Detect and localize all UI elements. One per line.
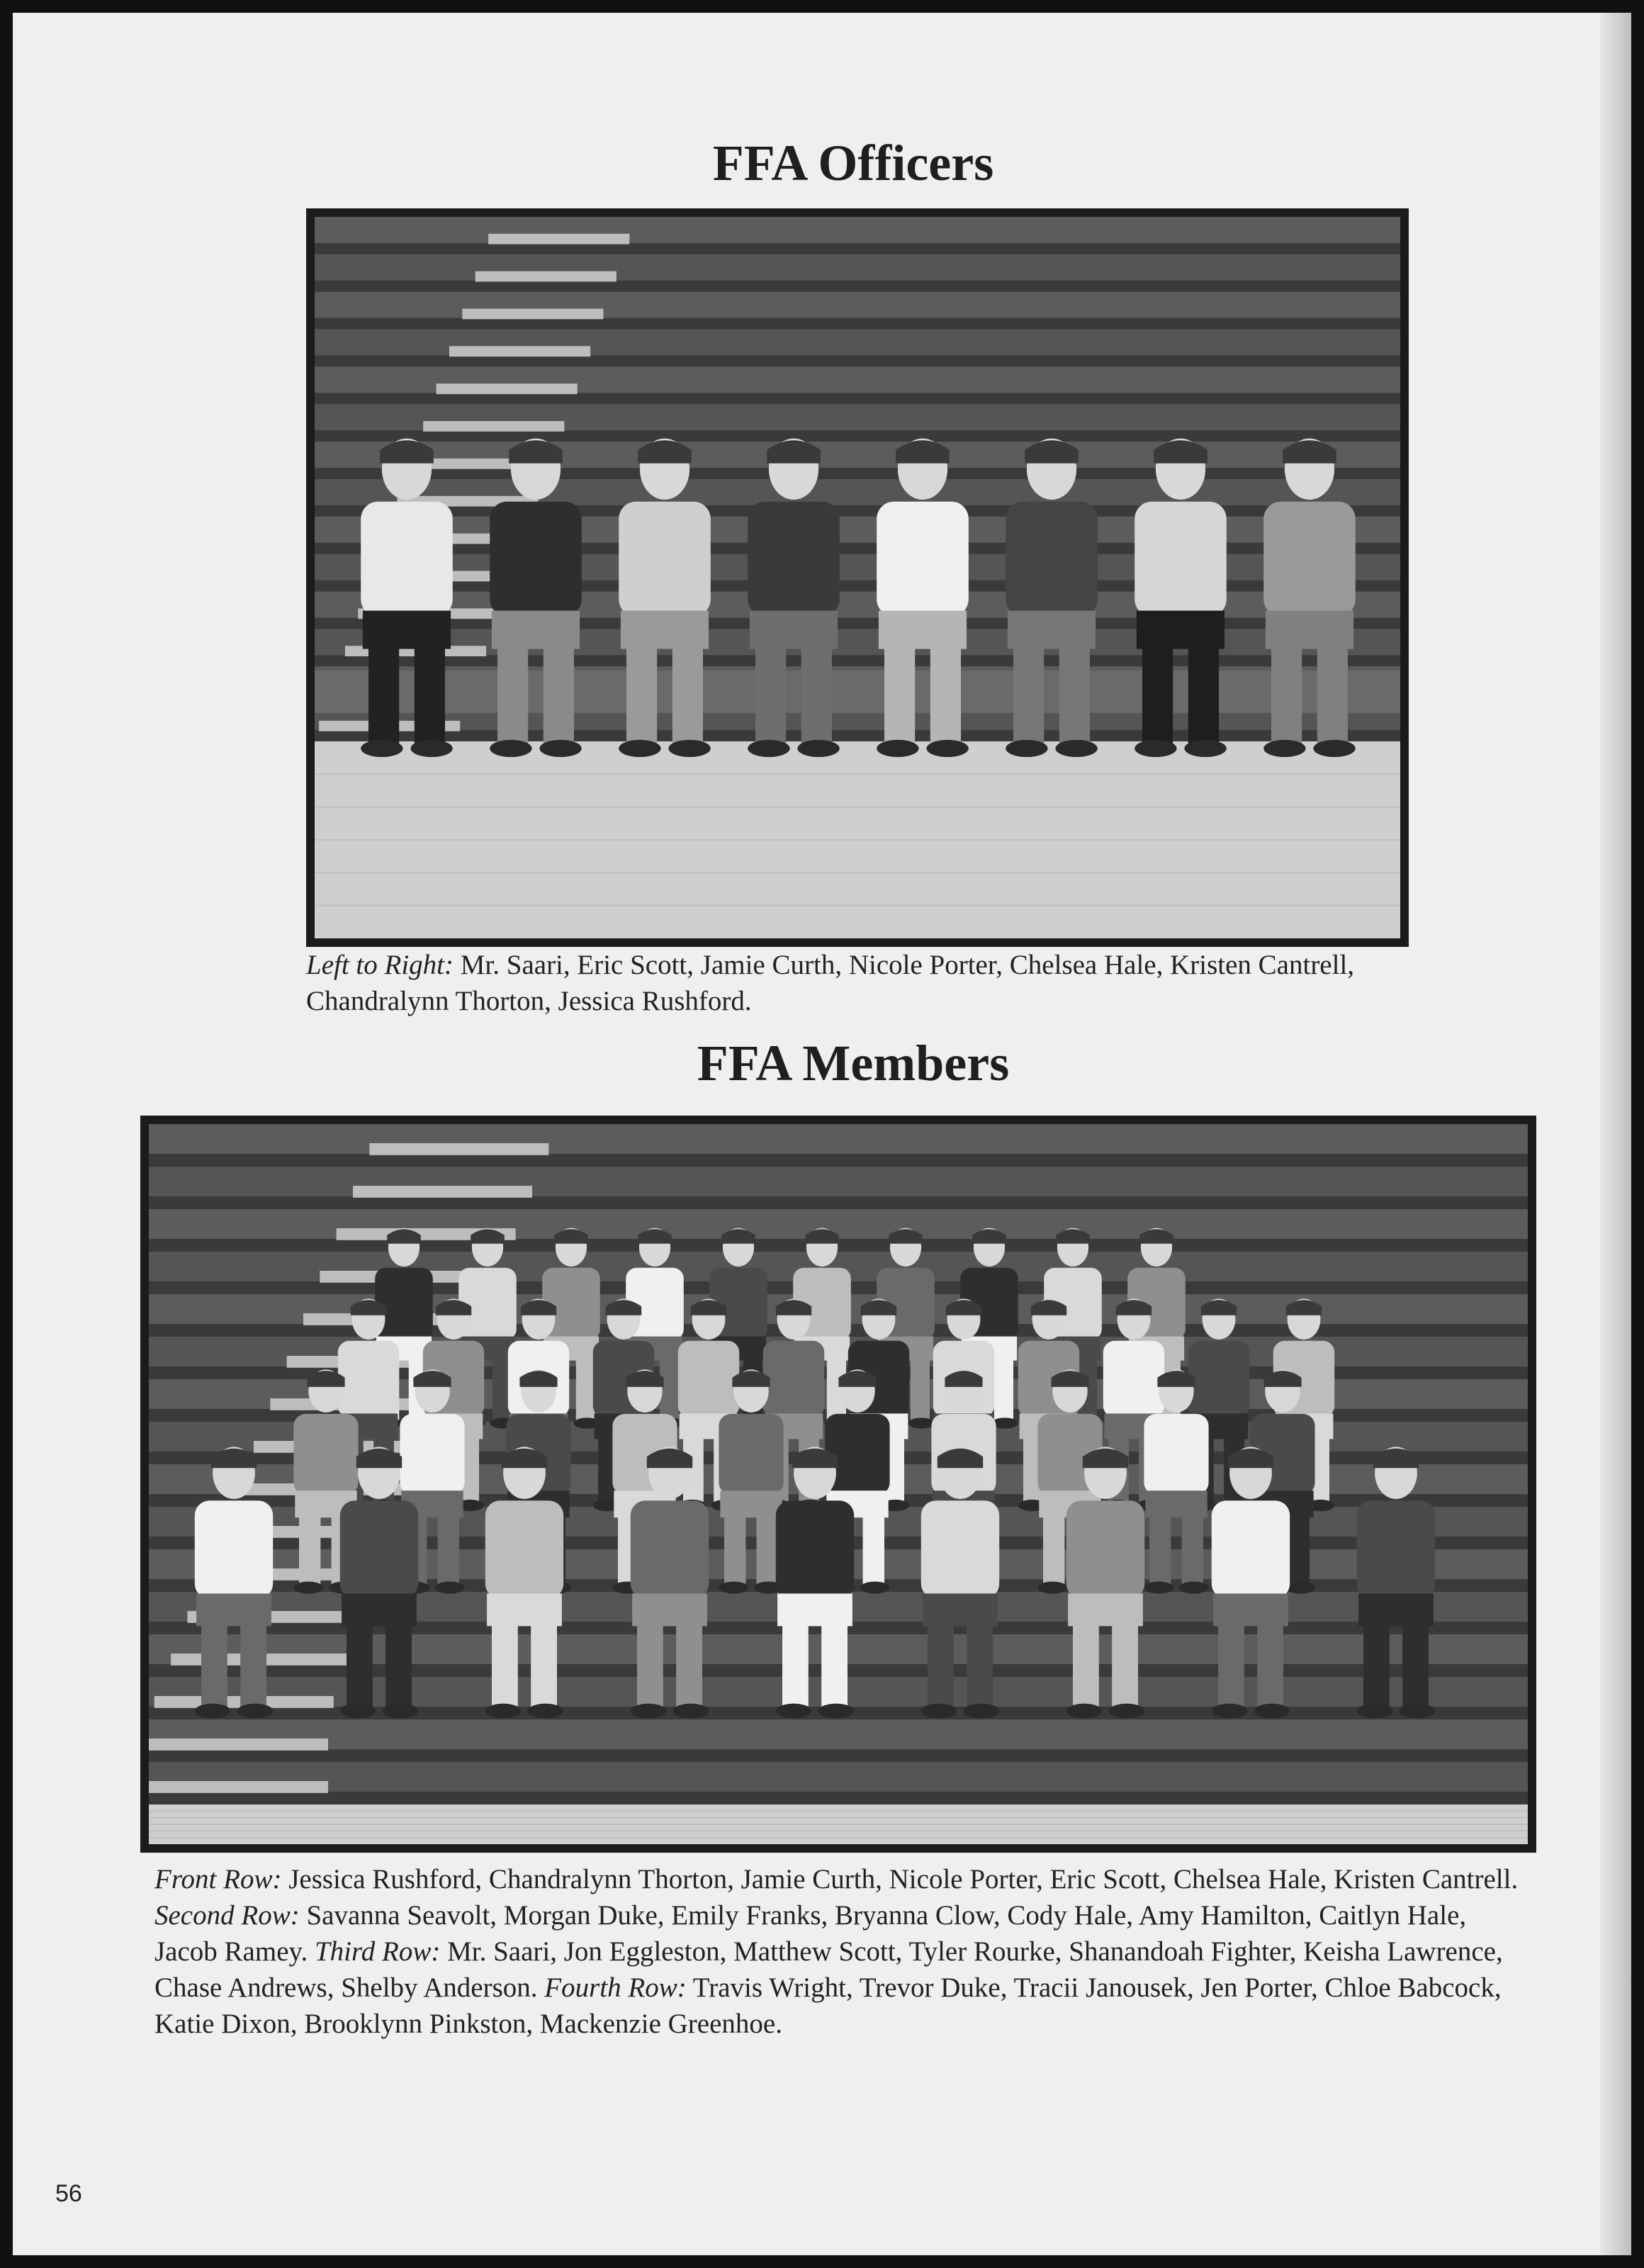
bleacher-step-shadow — [315, 430, 1400, 442]
person-shoe — [908, 1418, 934, 1428]
person-leg-left — [724, 1511, 745, 1585]
stair-step-highlight — [462, 309, 603, 320]
person-shirt — [293, 1414, 358, 1495]
person-shoe — [1212, 1704, 1248, 1719]
person-shirt — [825, 1414, 889, 1495]
person-shoe — [964, 1704, 1000, 1719]
person-shirt — [340, 1500, 418, 1598]
person-leg-right — [240, 1618, 266, 1708]
fourth-row-names: Travis Wright, Trevor Duke, Tracii Janousek, Jen Porter, Chloe Babcock, Katie Dixon, Brooklynn Pinkston, Mackenzie Greenhoe. — [154, 1972, 1502, 2039]
front-row-label: Front Row: — [154, 1864, 282, 1894]
person-leg-right — [757, 1511, 778, 1585]
stair-step-highlight — [475, 271, 616, 282]
person-shirt — [375, 1268, 433, 1340]
person-leg-left — [928, 1618, 954, 1708]
person-shirt — [1263, 502, 1356, 617]
person-leg-left — [637, 1618, 663, 1708]
page-number: 56 — [55, 2180, 82, 2207]
bleacher-step-shadow — [315, 281, 1400, 292]
person-shoe — [539, 740, 581, 757]
person-shoe — [1313, 740, 1355, 757]
person-shoe — [410, 740, 452, 757]
bleacher-step-shadow — [315, 543, 1400, 554]
stair-step-highlight — [149, 1781, 328, 1793]
third-row-label: Third Row: — [314, 1936, 441, 1967]
members-heading: FFA Members — [697, 1035, 1010, 1091]
person-shoe — [877, 740, 918, 757]
person-shoe — [435, 1581, 465, 1593]
bleacher-step-shadow — [149, 1749, 1528, 1762]
person-leg-right — [672, 639, 703, 745]
person-leg-right — [1112, 1618, 1138, 1708]
person-shoe — [1263, 740, 1305, 757]
person-leg-right — [660, 1354, 679, 1421]
person-shoe — [818, 1704, 855, 1719]
person-leg-right — [911, 1354, 930, 1421]
person-shoe — [719, 1581, 748, 1593]
members-caption — [154, 1861, 1529, 2042]
members-group-photo — [140, 1116, 1536, 1853]
person-leg-left — [497, 639, 528, 745]
person-leg-left — [884, 639, 915, 745]
bleacher-step-shadow — [315, 618, 1400, 629]
person-shirt — [877, 502, 969, 617]
officers-caption — [306, 947, 1409, 1019]
person-shoe — [293, 1581, 323, 1593]
page-spine-shadow — [1600, 13, 1631, 2255]
officers-photo-image — [315, 217, 1400, 938]
person-shoe — [1135, 740, 1176, 757]
person-shoe — [340, 1704, 376, 1719]
bleacher-step-shadow — [315, 468, 1400, 479]
bleacher-riser — [149, 1719, 1528, 1749]
person-leg-right — [821, 1618, 848, 1708]
person-leg-right — [1059, 639, 1090, 745]
person-leg-right — [1257, 1618, 1283, 1708]
person-shirt — [195, 1500, 273, 1598]
person-shirt — [1006, 502, 1098, 617]
fourth-row-label: Fourth Row: — [544, 1972, 687, 2003]
person-shoe — [926, 740, 968, 757]
bleacher-step-shadow — [315, 243, 1400, 254]
person-shirt — [361, 502, 453, 617]
person-shoe — [776, 1704, 812, 1719]
stair-step-highlight — [488, 234, 629, 245]
officers-group-photo — [306, 208, 1409, 947]
person-leg-right — [531, 1618, 557, 1708]
person-leg-left — [492, 1618, 518, 1708]
person-leg-left — [299, 1511, 320, 1585]
person-leg-right — [930, 639, 961, 745]
person-shirt — [631, 1500, 709, 1598]
person-leg-left — [1073, 1618, 1099, 1708]
person-shoe — [668, 740, 710, 757]
stair-step-highlight — [369, 1143, 548, 1155]
person-shoe — [528, 1704, 564, 1719]
person-leg-left — [1271, 639, 1302, 745]
second-row-names: Savanna Seavolt, Morgan Duke, Emily Franks, Bryanna Clow, Cody Hale, Amy Hamilton, Caitlyn Hale, Jacob Ramey. — [154, 1900, 1467, 1967]
person-shoe — [1037, 1581, 1067, 1593]
person-shirt — [1188, 1341, 1249, 1418]
bleacher-riser — [315, 217, 1400, 243]
bleacher-step-shadow — [315, 505, 1400, 517]
person-shoe — [1144, 1581, 1173, 1593]
person-leg-right — [544, 639, 574, 745]
person-leg-left — [1218, 1618, 1244, 1708]
person-leg-right — [967, 1618, 993, 1708]
person-shirt — [776, 1500, 854, 1598]
stair-step-highlight — [423, 421, 564, 432]
bleacher-step-shadow — [149, 1154, 1528, 1167]
person-shoe — [1055, 740, 1097, 757]
person-shoe — [631, 1704, 667, 1719]
person-shoe — [383, 1704, 419, 1719]
bleacher-step-shadow — [315, 730, 1400, 741]
person-leg-left — [368, 639, 399, 745]
officers-heading: FFA Officers — [712, 135, 994, 191]
person-shirt — [719, 1414, 783, 1495]
person-leg-left — [1043, 1511, 1064, 1585]
person-leg-left — [201, 1618, 227, 1708]
person-shoe — [921, 1704, 957, 1719]
person-shirt — [619, 502, 711, 617]
person-leg-left — [1142, 639, 1173, 745]
person-leg-left — [626, 639, 657, 745]
person-shoe — [490, 740, 531, 757]
person-shoe — [797, 740, 839, 757]
person-leg-left — [1013, 639, 1044, 745]
person-leg-right — [438, 1511, 459, 1585]
bleacher-riser — [149, 1124, 1528, 1154]
officers-caption-names: Mr. Saari, Eric Scott, Jamie Curth, Nicole Porter, Chelsea Hale, Kristen Cantrell, Chandralynn Thorton, Jessica Rushford. — [306, 950, 1355, 1016]
stair-step-highlight — [437, 383, 578, 394]
person-shirt — [748, 502, 840, 617]
bleacher-step-shadow — [315, 655, 1400, 666]
person-shirt — [1103, 1341, 1164, 1418]
person-shoe — [195, 1704, 231, 1719]
person-shoe — [1109, 1704, 1145, 1719]
bleacher-step-shadow — [315, 393, 1400, 404]
yearbook-page — [13, 13, 1631, 2255]
bleacher-step-shadow — [315, 356, 1400, 367]
front-row-names: Jessica Rushford, Chandralynn Thorton, Jamie Curth, Nicole Porter, Eric Scott, Chelsea Hale, Kristen Cantrell. — [281, 1864, 1519, 1894]
person-shirt — [490, 502, 582, 617]
person-leg-right — [1288, 1511, 1310, 1585]
stair-step-highlight — [449, 346, 590, 357]
person-leg-right — [1188, 639, 1219, 745]
person-shoe — [485, 1704, 522, 1719]
person-shirt — [1144, 1414, 1208, 1495]
person-shoe — [673, 1704, 709, 1719]
person-shoe — [1066, 1704, 1103, 1719]
bench-seat — [315, 670, 1400, 713]
person-leg-left — [347, 1618, 373, 1708]
person-shirt — [400, 1414, 464, 1495]
person-leg-right — [1182, 1511, 1203, 1585]
person-shirt — [1212, 1500, 1290, 1598]
officers-caption-label: Left to Right: — [306, 950, 454, 980]
person-shirt — [763, 1341, 824, 1418]
person-shirt — [1066, 1500, 1144, 1598]
bleacher-step-shadow — [149, 1196, 1528, 1209]
person-shirt — [485, 1500, 563, 1598]
person-leg-right — [1402, 1618, 1429, 1708]
person-leg-right — [863, 1511, 884, 1585]
person-shoe — [748, 740, 789, 757]
person-shoe — [619, 740, 660, 757]
second-row-label: Second Row: — [154, 1900, 300, 1931]
person-shirt — [921, 1500, 999, 1598]
person-shoe — [1184, 740, 1226, 757]
members-photo-image — [149, 1124, 1528, 1844]
person-shoe — [1006, 740, 1047, 757]
person-leg-right — [1317, 639, 1348, 745]
bleacher-step-shadow — [315, 318, 1400, 330]
stair-step-highlight — [149, 1739, 328, 1751]
person-shirt — [678, 1341, 739, 1418]
stair-step-highlight — [353, 1186, 532, 1198]
person-shoe — [1400, 1704, 1436, 1719]
person-shoe — [361, 740, 402, 757]
person-leg-right — [994, 1354, 1013, 1421]
bleacher-step-shadow — [315, 580, 1400, 592]
person-shoe — [1357, 1704, 1393, 1719]
third-row-names: Mr. Saari, Jon Eggleston, Matthew Scott, Tyler Rourke, Shanandoah Fighter, Keisha Lawrence, Chase Andrews, Shelby Anderson. — [154, 1936, 1503, 2003]
person-shoe — [237, 1704, 274, 1719]
person-shoe — [860, 1581, 890, 1593]
person-leg-right — [385, 1618, 412, 1708]
person-leg-right — [576, 1354, 595, 1421]
person-leg-right — [801, 639, 832, 745]
person-shirt — [1357, 1500, 1435, 1598]
person-leg-left — [1149, 1511, 1171, 1585]
person-leg-left — [1363, 1618, 1390, 1708]
bleacher-step-shadow — [149, 1792, 1528, 1804]
person-shoe — [1254, 1704, 1290, 1719]
bleacher-riser — [149, 1762, 1528, 1792]
person-leg-left — [755, 639, 786, 745]
person-leg-right — [415, 639, 445, 745]
person-leg-left — [782, 1618, 809, 1708]
person-leg-right — [676, 1618, 702, 1708]
person-shirt — [338, 1341, 399, 1418]
person-shoe — [1179, 1581, 1209, 1593]
person-shirt — [1135, 502, 1227, 617]
